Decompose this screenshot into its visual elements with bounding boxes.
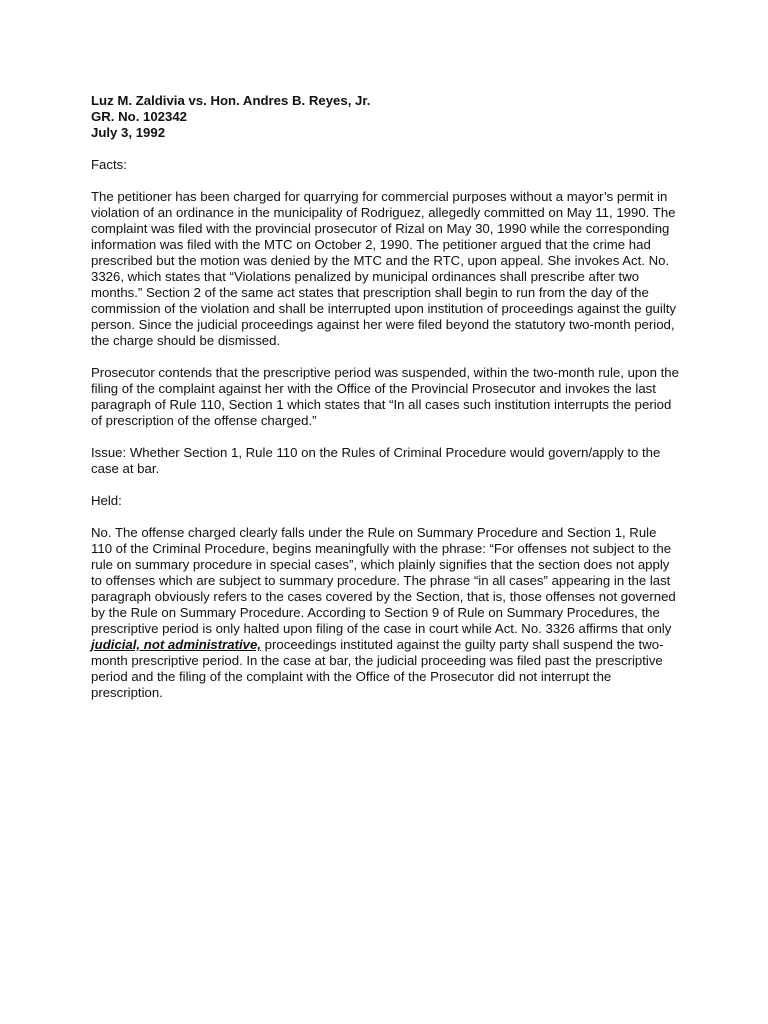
spacer bbox=[91, 141, 681, 157]
issue-paragraph: Issue: Whether Section 1, Rule 110 on the Rules of Criminal Procedure would govern/apply to the case at bar. bbox=[91, 445, 661, 476]
held-paragraph bbox=[91, 525, 681, 701]
case-title: Luz M. Zaldivia vs. Hon. Andres B. Reyes, Jr. bbox=[91, 93, 371, 108]
spacer bbox=[91, 477, 681, 493]
held-text-after: proceedings instituted against the guilty party shall suspend the two-month prescriptive period. In the case at bar, the judicial proceeding was filed past the prescriptive period and the filing of the complaint with the Office of the Prosecutor did not interrupt the prescription. bbox=[91, 637, 664, 700]
spacer bbox=[91, 509, 681, 525]
spacer bbox=[91, 349, 681, 365]
held-text-before: No. The offense charged clearly falls under the Rule on Summary Procedure and Section 1, Rule 110 of the Criminal Procedure, begins meaningfully with the phrase: “For offenses not subject to the rule on summary procedure in special cases”, which plainly signifies that the section does not apply to offenses which are subject to summary procedure. The phrase “in all cases” appearing in the last paragraph obviously refers to the cases covered by the Section, that is, those offenses not governed by the Rule on Summary Procedure. According to Section 9 of Rule on Summary Procedures, the prescriptive period is only halted upon filing of the case in court while Act. No. 3326 affirms that only bbox=[91, 525, 676, 636]
held-emphasis: judicial, not administrative, bbox=[91, 637, 262, 652]
case-gr-number: GR. No. 102342 bbox=[91, 109, 188, 124]
facts-paragraph-1: The petitioner has been charged for quarrying for commercial purposes without a mayor’s permit in violation of an ordinance in the municipality of Rodriguez, allegedly committed on May 11, 1990. The complaint was filed with the provincial prosecutor of Rizal on May 30, 1990 while the corresponding information was filed with the MTC on October 2, 1990. The petitioner argued that the crime had prescribed but the motion was denied by the MTC and the RTC, upon appeal. She invokes Act. No. 3326, which states that “Violations penalized by municipal ordinances shall prescribe after two months.” Section 2 of the same act states that prescription shall begin to run from the day of the commission of the violation and shall be interrupted upon institution of proceedings against the guilty person. Since the judicial proceedings against her were filed beyond the statutory two-month period, the charge should be dismissed. bbox=[91, 189, 677, 348]
facts-heading: Facts: bbox=[91, 157, 127, 172]
spacer bbox=[91, 429, 681, 445]
spacer bbox=[91, 173, 681, 189]
held-heading: Held: bbox=[91, 493, 122, 508]
document-body bbox=[91, 93, 681, 701]
facts-paragraph-2: Prosecutor contends that the prescriptive period was suspended, within the two-month rule, upon the filing of the complaint against her with the Office of the Provincial Prosecutor and invokes the last paragraph of Rule 110, Section 1 which states that “In all cases such institution interrupts the period of prescription of the offense charged.” bbox=[91, 365, 679, 428]
case-date: July 3, 1992 bbox=[91, 125, 166, 140]
